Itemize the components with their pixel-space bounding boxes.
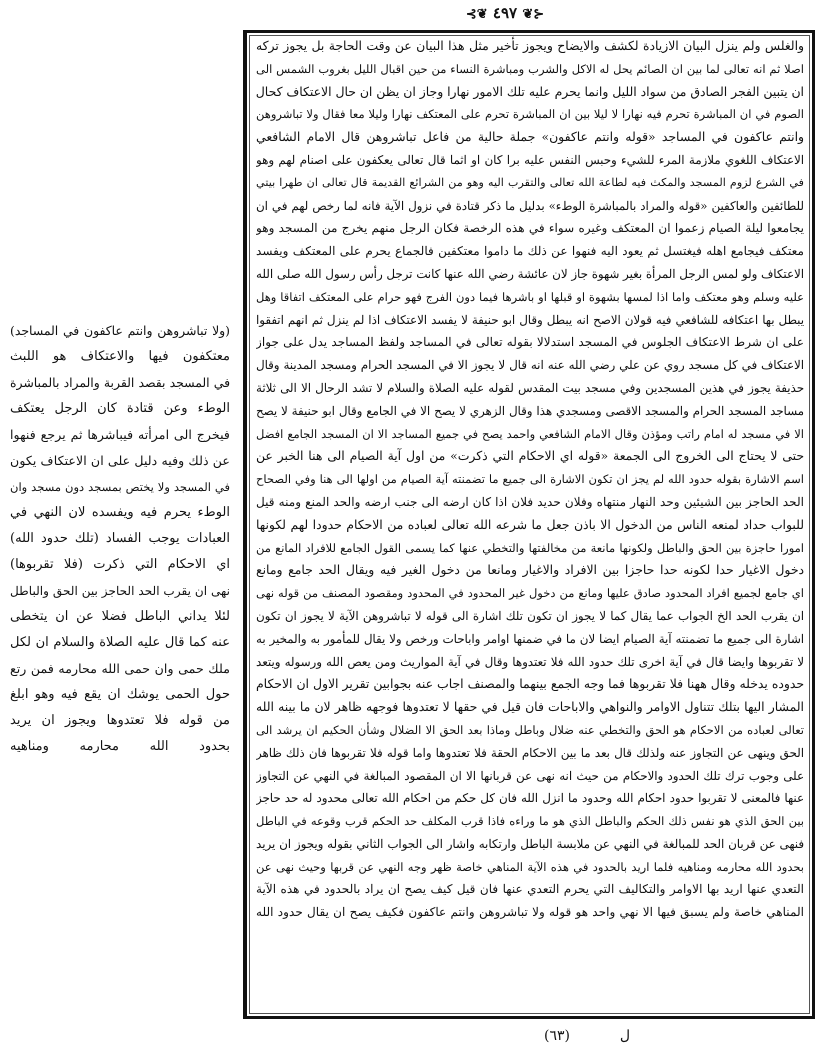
margin-line: في المسجد ولا يختص بمسجد دون مسجد وان — [10, 480, 230, 494]
text-line: تعالى لعباده من الاحكام هو الحق والتخطي عنه ضلال وباطل وماذا بعد الحق الا الضلال وشأن الحكيم ان يرشد الى — [256, 722, 804, 737]
text-line: امورا حاجزة بين الحق والباطل ولكونها مانعة من مخالفتها والتخطي عنها كما يسمى القول الجامع للافراد المانع من — [256, 540, 804, 555]
text-line: للبواب حداد لمنعه الناس من الدخول الا باذن جعل ما شرعه الله تعالى لعباده من الاحكام حدودا لهم لكونها — [256, 516, 804, 532]
text-line: عنها فالمعنى لا تقربوا حدود احكام الله وحدود ما انزل الله فان كل حكم من احكام الله تعالى محدود له حد حاجز — [256, 791, 804, 806]
margin-line: في المسجد بقصد القربة والمراد بالمباشرة — [10, 375, 230, 390]
text-line: بحدود الله محارمه ومناهيه فلما اريد بالحدود في هذه الآية المناهي خاصة ظهر وجه النهي عن قربها وحيث نهى عن — [256, 859, 804, 874]
text-line: فنهى عن قربان الحد للمبالغة في النهي عن ملابسة الباطل وارتكابه واشار الى الجواب الثاني بقوله ويجوز ان يريد — [256, 836, 804, 851]
text-line: لا تقربوها وايضا قال في آية اخرى تلك حدود الله فلا تعتدوها وقال في آية المواريث ومن يعص الله ورسوله ويتعد — [256, 654, 804, 669]
text-line: ان يتبين الفجر الصادق من سواد الليل وانما يحرم عليه تلك الامور نهارا وجاز ان يظن ان حال الاعتكاف كحال — [256, 83, 804, 99]
margin-line: فيخرج الى امرأته فيباشرها ثم يرجع فنهوا — [10, 427, 230, 442]
text-line: معتكف فيجامع اهله فيغتسل ثم يعود اليه فنهوا عن ذلك ما داموا معتكفين فالجماع يحرم على المعتكف ويفسد — [256, 244, 804, 259]
text-line: يبطل بها اعتكافه للشافعي فيه قولان الاصح انه يبطل وقال ابو حنيفة لا يفسد الاعتكاف اذا لم ينزل ثم انهم اتفقوا — [256, 312, 804, 327]
margin-line: (ولا تباشروهن وانتم عاكفون في المساجد) — [10, 323, 230, 338]
text-line: دخول الاغيار حدا لكونه حدا حاجزا بين الافراد والاغيار ومانعا من دخول الغير فيه ويقال الحد جامع ومانع — [256, 562, 804, 578]
signature-letter: ل — [619, 1028, 630, 1044]
text-line: عليه وسلم وهو معتكف واما اذا لمسها بشهوة او قبلها او باشرها فيما دون الفرج فهو حرام على المعتكف اتفاقا وهل — [256, 289, 804, 304]
text-line: وانتم عاكفون في المساجد «قوله وانتم عاكفون» جملة حالية من فاعل تباشروهن قال الامام الشافعي — [256, 129, 804, 145]
signature-number: (٦٣) — [544, 1028, 570, 1044]
text-line: المناهي خاصة ولم يسبق فيها الا نهي واحد هو قوله ولا تباشروهن وانتم عاكفون فكيف يصح ان يقال حدود الله — [256, 905, 804, 920]
text-line: يجامعوا ليلة الصيام زعموا ان المعتكف وغيره سواء في هذه الرخصة فكان الرجل منهم يخرج من المسجد وهو — [256, 221, 804, 236]
text-line: حذيفة يجوز في هذين المسجدين وفي مسجد بيت المقدس لقوله عليه الصلاة والسلام لا تشد الرحال الا الى ثلاثة — [256, 380, 804, 395]
text-line: حتى لا يحتاج الى الخروج الى الجمعة «قوله اي الاحكام التي ذكرت» من اول آية الصيام الى هنا الخبر عن — [256, 448, 804, 464]
main-commentary-text — [255, 35, 804, 924]
text-line: اشارة الى جميع ما تضمنته آية الصيام ايضا لان ما في ضمنها اوامر واباحات ورخص ولا يقال للمأمور به والمخير به — [256, 631, 804, 646]
text-line: اسم الاشارة بقوله حدود الله لم يجز ان تكون الاشارة الى جميع ما تضمنته آية الصيام من اولها الى هنا وفي الصحاح — [256, 472, 804, 487]
margin-line: لئلا يداني الباطل فضلا عن ان يتخطى — [10, 609, 230, 624]
text-line: اي جامع لجميع افراد المحدود صادق عليها ومانع من دخول غير المحدود في المحدود ومقصود المصنف من قوله نهى — [256, 586, 804, 601]
text-line: التعدي عنها اريد بها الاوامر والتكاليف التي يحرم التعدي عنها فان قيل كيف يصح ان يراد بالحدود في هذه الآية — [256, 882, 804, 897]
text-line: الصوم في ان المباشرة تحرم فيه نهارا لا ليلا بين ان المباشرة تحرم على المعتكف نهارا وليلا معا فقال ولا تباشروهن — [256, 107, 804, 122]
ornament-right-icon: ❦⊱ — [522, 7, 545, 22]
text-line: المشار اليها بتلك تتناول الاوامر والنواهي والاباحات فان قيل في حقها لا تعتدوها فوجهه ظاهر لان ما بينه الله — [256, 699, 804, 715]
main-text-frame — [243, 30, 815, 1019]
text-line: الحق وينهى عن التجاوز عنه ولذلك قال بعد ما بين الاحكام الحقة فلا تعتدوها واما قوله فلا تقربوها فان ذلك ظاهر — [256, 745, 804, 760]
text-line: في الشرع لزوم المسجد والمكث فيه لطاعة الله تعالى والتقرب اليه وهو من الشرائع القديمة قال تعالى ان طهرا بيتي — [256, 175, 804, 189]
margin-line: عنه كما قال عليه الصلاة والسلام ان لكل — [10, 635, 230, 650]
text-line: حدوده يدخله وقال ههنا فلا تقربوها فما وجه الجمع بينهما والمصنف اجاب عنه بجوابين تقرير الاول ان الاحكام — [256, 676, 804, 692]
text-line: الاعتكاف ولو لمس الرجل المرأة بغير شهوة جاز لان عائشة رضي الله عنها كانت ترجل رأس رسول الله صلى الله — [256, 266, 804, 281]
page-header — [0, 4, 820, 22]
text-line: الاعتكاف في كل مسجد روي عن علي رضي الله عنه انه قال لا يجوز الا في المسجد الحرام ومسجد المدينة وقال — [256, 358, 804, 373]
text-line: الحد الحاجز بين الشيئين وحد النهار منتهاه وفلان حديد فلان اذا كان ارضه الى جنب ارضه والحد المنع ومنه قيل — [256, 494, 804, 509]
margin-line: نهى ان يقرب الحد الحاجز بين الحق والباطل — [10, 584, 230, 598]
text-line: على وجوب ترك تلك الحدود والاحكام من حيث انه نهى عن قربانها الا ان المقصود المبالغة في النهي عن التجاوز — [256, 768, 804, 783]
margin-line: ملك حمى وان حمى الله محارمه فمن رتع — [10, 661, 230, 676]
text-line: الاعتكاف اللغوي ملازمة المرء للشيء وحبس النفس عليه برا كان او اثما قال تعالى يعكفون على اصنام لهم وهو — [256, 152, 804, 167]
text-line: على ان شرط الاعتكاف الجلوس في المسجد استدلالا بقوله تعالى في المساجد ولفظ المساجد يدل على جواز — [256, 335, 804, 350]
margin-line: العبادات يوجب الفساد (تلك حدود الله) — [10, 531, 230, 546]
margin-line: الوطء يحرم فيه ويفسده لان النهي في — [10, 505, 230, 520]
margin-line: اي الاحكام التي ذكرت (فلا تقربوها) — [10, 557, 230, 572]
margin-line: حول الحمى يوشك ان يقع فيه وهو ابلغ — [10, 687, 230, 702]
margin-line: من قوله فلا تعتدوها ويجوز ان يريد — [10, 713, 230, 728]
text-line: بين الحق الذي هو نفس ذلك الحكم والباطل الذي هو ما وراءه فاذا قرب المكلف حد الحكم قرب وقوعه في الباطل — [256, 814, 804, 829]
text-line: الا في مسجد له امام راتب ومؤذن وقال الامام الشافعي واحمد يصح في جميع المساجد الا ان المسجد الجامع افضل — [256, 426, 804, 441]
text-line: والغلس ولم ينزل البيان الازيادة لكشف والايضاح ويجوز تأخير مثل هذا البيان عن وقت الحاجة بل يجوز تركه — [256, 38, 804, 53]
page-number: ٤٩٧ — [492, 4, 518, 22]
margin-line: بحدود الله محارمه ومناهيه — [10, 739, 230, 754]
margin-line: الوطء وعن قتادة كان الرجل يعتكف — [10, 401, 230, 416]
margin-line: معتكفون فيها والاعتكاف هو اللبث — [10, 349, 230, 364]
text-line: اصلا ثم انه تعالى لما بين ان الصائم يحل له الاكل والشرب ومباشرة النساء من حين اقبال الليل بغروب الشمس الى — [256, 61, 804, 76]
text-line: للطائفين والعاكفين «قوله والمراد بالمباشرة الوطء» بدليل ما ذكر قتادة في نزول الآية فانه لما رخص لهم في ان — [256, 198, 804, 213]
margin-gloss-text — [10, 318, 230, 760]
margin-line: عن ذلك وفيه دليل على ان الاعتكاف يكون — [10, 453, 230, 468]
ornament-left-icon: ⊰❦ — [465, 7, 488, 22]
text-line: مساجد المسجد الحرام والمسجد الاقصى ومسجدي هذا وقال الزهري لا يصح الا في الجامع وقال ابو حنيفة لا يصح — [256, 403, 804, 418]
text-line: ان يقرب الحد الخ الجواب عما يقال كما لا يجوز ان تكون تلك اشارة الى قوله لا تباشروهن الآية لا يجوز ان تكون — [256, 608, 804, 623]
